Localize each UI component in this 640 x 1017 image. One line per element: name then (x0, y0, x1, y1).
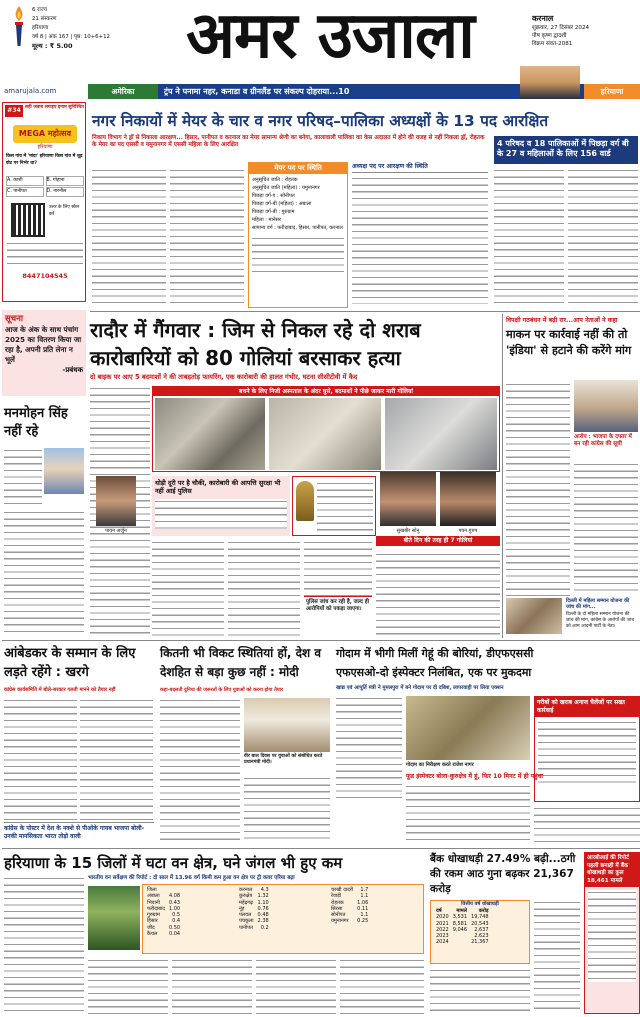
kharge-box: कांग्रेस के पोस्टर में देश के नक्शे से पीओके गायब भाजपा बोली- उनकी मानसिकता भारत तोड़ो वाली (4, 822, 154, 844)
edition-line: 6 राज्य (32, 7, 47, 13)
table-cell: 1.32 (257, 893, 269, 900)
option-c[interactable]: C. पानीपत (6, 187, 44, 197)
modi-caption: वीर बाल दिवस पर युवाओं को संबोधित करते प्रधानमंत्री मोदी। (244, 754, 323, 765)
table-cell: फरीदाबाद (147, 905, 165, 912)
godown-aside (534, 696, 640, 802)
aap-aside-kicker: आरोप : भाजपा के दफ्तर में बन रही कांग्रेस की सूची (574, 434, 632, 447)
notice-title: सूचना (5, 314, 24, 324)
table-cell: वर्ष (436, 908, 442, 914)
table-cell: 1.00 (168, 905, 181, 912)
table-row (145, 931, 182, 937)
contest-ad[interactable] (2, 102, 86, 302)
portrait-name-1: पावन अर्जुन (105, 528, 127, 534)
manmohan-text-1 (4, 448, 42, 508)
aap-bottom-photo (506, 598, 562, 634)
radaur-headline-2: कारोबारियों को 80 गोलियां बरसाकर हत्या (90, 346, 401, 370)
police-box (152, 476, 290, 536)
kharge-sub: कांग्रेस कार्यसमिति में बोले-सरकार गलती मानने को तैयार नहीं (4, 687, 116, 693)
table-cell: सोनीपत (331, 912, 346, 919)
godown-text-2 (406, 784, 530, 844)
forest-table-right (329, 887, 370, 925)
contest-brand: MEGA महोत्सव (13, 125, 77, 143)
table-cell: 1.7 (360, 887, 369, 893)
mayor-table-title: मेयर पद पर स्थिति (249, 163, 347, 174)
kharge-text-2 (80, 698, 153, 820)
table-row (237, 918, 271, 924)
photo-strip-caption: बचने के लिए निजी अस्पताल के अंदर घुसे, बदमाशों ने पीछे जाकर मारी गोलियां (153, 387, 499, 396)
forest-text-3 (172, 958, 252, 1014)
godown-caption: गोदाम का निरीक्षण करते राजेश नागर (406, 762, 474, 768)
bank-text-2 (430, 968, 530, 1014)
mayor-row: पिछड़ा वर्ग-बी : गुरुग्राम (252, 209, 295, 215)
samvat: पौष कृष्ण द्वादशी (532, 33, 567, 39)
website-link[interactable]: amarujala.com (4, 87, 57, 95)
divider-vertical (502, 314, 503, 638)
table-cell: 3,531 (452, 914, 468, 921)
table-cell: 0.25 (357, 918, 369, 925)
table-cell: 0.5 (172, 912, 181, 919)
table-cell: 0.43 (168, 899, 181, 906)
modi-headline: कितनी भी विकट स्थितियां हों, देश व देशहित से बड़ा कुछ नहीं : मोदी (160, 646, 322, 679)
manmohan-headline: मनमोहन सिंह नहीं रहे (4, 406, 68, 439)
table-cell: चरखी दादरी (331, 887, 354, 893)
modi-sub: कहा-बदलती दुनिया की जरूरतों के लिए युवाओं को करना होगा तैयार (160, 687, 284, 693)
radaur-headline-1: रादौर में गैंगवार : जिम से निकल रहे दो शराब (90, 318, 421, 342)
edition-info (32, 6, 127, 68)
divider (90, 311, 640, 312)
table-cell: कुरुक्षेत्र (239, 893, 253, 900)
godown-headline-1: गोदाम में भीगी मिलीं गेहूं की बोरियां, डीएफएससी (336, 647, 534, 660)
kharge-headline: आंबेडकर के सम्मान के लिए लड़ते रहेंगे : खरगे (4, 646, 136, 680)
table-cell: रोहतक (331, 899, 344, 906)
godown-aside-title: गरीबों को खराब अनाज चैलेंजों पर सख्त कार्रवाई (535, 697, 639, 717)
mayor-row: महिला : मानेसर (252, 217, 281, 223)
cctv-photo-1 (155, 398, 265, 470)
table-cell: 0.48 (257, 912, 269, 919)
contest-rules (7, 241, 83, 269)
mugshots (380, 472, 500, 536)
table-cell: 20,543 (471, 920, 489, 927)
table-row (329, 918, 370, 924)
table-row (434, 939, 491, 945)
lead-col-right-2 (568, 168, 638, 308)
table-cell: 2021 (436, 920, 449, 927)
table-cell: 0.04 (168, 931, 181, 938)
aap-kicker: विपक्षी गठबंधन में बढ़ी रार...आप नेताओं ने कहा (506, 317, 618, 324)
bullet-box-2 (376, 536, 500, 548)
bank-chart (430, 900, 530, 964)
table-row (434, 914, 491, 920)
city: करनाल (532, 14, 554, 23)
bullet-box (292, 476, 376, 536)
table-cell: 0.50 (168, 924, 181, 931)
bullet-icon (296, 481, 314, 521)
bank-aside-title: आरबीआई की रिपोर्ट पहली छमाही में बैंक धोखाधड़ी का कुल 18,461 मामले (585, 853, 639, 887)
edition-line: वर्ष 8 | अंक 167 | पृष्ठ: 10+6+12 (32, 34, 110, 40)
bank-headline: बैंक धोखाधड़ी 27.49% बढ़ी...ठगी की रकम आठ गुना बढ़कर 21,367 करोड़ (430, 853, 576, 895)
notice-body: आज के अंक के साथ पंचांग 2025 का वितरण किया जा रहा है, अपनी प्रति लेना न भूलें (5, 325, 82, 364)
table-cell: 0.76 (257, 905, 269, 912)
ticker-bar (88, 84, 640, 99)
mugshot-name-2: पवन गुरुप (458, 528, 478, 534)
table-cell: यमुनानगर (331, 918, 349, 925)
table-cell: 2022 (436, 926, 449, 933)
mugshot-sukhbir (380, 472, 436, 526)
table-cell: 2024 (436, 939, 449, 946)
aap-headline: माकन पर कार्रवाई नहीं की तो 'इंडिया' से हटाने की करेंगे मांग (506, 328, 632, 357)
bank-aside (584, 852, 640, 1014)
godown-inspector: फूड इंस्पेक्टर बोला-कुरुक्षेत्र में हूं, फिर 10 मिनट में ही पहुंचा (406, 773, 544, 780)
dateline (532, 14, 640, 64)
aap-bottom-caption: दिल्ली के दो महिला सम्मान योजना की जांच की मांग, कांग्रेस के आरोपों की जांच को आम आदमी पार्टी के नेता। (566, 612, 635, 629)
table-cell: 8,581 (452, 920, 468, 927)
forest-photo (88, 886, 140, 950)
table-cell: 0.4 (172, 918, 181, 925)
radaur-quote: पुलिस जांच कर रही है, जल्द ही आरोपियों को पकड़ा जाएगा। (304, 596, 372, 636)
mayor-row: अनुसूचित जाति (महिला) : यमुनानगर (252, 185, 320, 191)
state-tag: हरियाणा (584, 84, 640, 99)
notice-box (2, 310, 86, 396)
contest-tagline: सही जवाब लगाइए इनाम सुनिश्चित (25, 105, 84, 110)
forest-table-mid (237, 887, 271, 931)
mayor-row: पिछड़ा वर्ग-ए : सोनीपत (252, 193, 295, 199)
edition-line: हरियाणा (32, 25, 49, 31)
lead-col-2 (170, 168, 244, 308)
table-cell: सिरसा (331, 905, 343, 912)
table-cell: कैथल (147, 931, 158, 938)
table-cell: 2.38 (257, 918, 269, 925)
radaur-photo-strip (152, 386, 500, 472)
chairman-table-title: अध्यक्ष पद पर आरक्षण की स्थिति (352, 162, 488, 173)
qr-code-icon[interactable] (11, 203, 45, 237)
price: मूल्य : ₹ 5.00 (32, 42, 73, 50)
table-cell: 1.10 (257, 899, 269, 906)
mayor-table (248, 162, 348, 308)
notice-sign: -प्रबंधक (62, 366, 83, 374)
portrait-pawan (96, 476, 136, 526)
contest-badge: #34 (5, 105, 23, 117)
contest-phone[interactable]: 8447104545 (22, 272, 68, 280)
option-a[interactable]: A. काशी (6, 176, 44, 186)
forest-text-1 (4, 876, 84, 1014)
table-cell: 21,367 (471, 939, 489, 946)
forest-text-2 (88, 958, 168, 1014)
lead-subhead: निकाय विभाग ने ड्रॉ से निकाला आरक्षण... हिसार, पानीपत व करनाल का मेयर सामान्य श्रेणी का बनेगा, कालावाली पालिका का केस अदालत में होने की वजह से नहीं निकला ड्रॉ, रोहतक के मेयर का पद एससी व यमुनानगर में एससी महिला के लिए आरक्षित (92, 135, 485, 149)
lead-right-box: 4 परिषद व 18 पालिकाओं में पिछड़ा वर्ग बी के 27 व महिलाओं के लिए 156 वार्ड (494, 136, 638, 164)
aap-photo-caption: दिल्ली में महिला सम्मान योजना की जांच की मांग... (566, 598, 630, 610)
table-cell: 2,637 (474, 926, 489, 933)
table-cell: 2,623 (474, 933, 489, 940)
table-cell: जींद (147, 924, 155, 931)
option-b[interactable]: B. गोहाना (46, 176, 84, 186)
godown-sub: खाद्य एवं आपूर्ति मंत्री ने मुमलपुरा में बने गोदाम पर दी दबिश, लापरवाही पर लिया एक्शन (336, 685, 504, 691)
forest-table-left (145, 887, 182, 937)
aap-photo (574, 380, 638, 432)
table-cell (451, 939, 469, 945)
forest-headline: हरियाणा के 15 जिलों में घटा वन क्षेत्र, घने जंगल भी हुए कम (4, 854, 343, 872)
radaur-text-5 (376, 552, 500, 636)
aap-text-1 (506, 382, 570, 596)
godown-text-1 (336, 696, 402, 802)
table-cell: पलवल (239, 912, 252, 919)
torch-icon (10, 4, 28, 48)
table-cell: महेंद्रगढ़ (239, 899, 253, 906)
table-cell: 0.2 (260, 924, 269, 931)
lead-col-1 (92, 168, 166, 308)
forest-table (142, 884, 424, 954)
table-cell: 2020 (436, 914, 449, 921)
chairman-table (352, 162, 488, 308)
table-cell: हिसार (147, 918, 158, 925)
cctv-photo-2 (269, 398, 381, 470)
lead-headline: नगर निकायों में मेयर के चार व नगर परिषद–पालिका अध्यक्षों के 13 पद आरक्षित (92, 112, 549, 130)
table-cell: 4.08 (168, 893, 181, 900)
kharge-text-1 (4, 698, 77, 820)
edition-line: 21 संस्करण (32, 16, 57, 22)
table-cell: पंचकूला (239, 918, 254, 925)
radaur-text-2 (152, 540, 224, 636)
table-cell: 0.11 (357, 905, 369, 912)
table-cell: करनाल (239, 887, 253, 893)
bullet-box-2-headline: बीते दिन की तरह ही 7 गोलियां (376, 536, 500, 546)
table-cell: 2023 (436, 933, 449, 940)
table-cell: जिला (147, 887, 157, 893)
table-cell: अंबाला (147, 893, 160, 900)
table-cell: रेवाड़ी (331, 893, 342, 900)
ticker-section: अमेरिका (88, 84, 158, 99)
table-cell: 1.1 (360, 893, 369, 900)
contest-options (6, 176, 84, 196)
mayor-row: सामान्य वर्ग : फरीदाबाद, हिसार, पानीपत, करनाल (252, 225, 343, 231)
mayor-row: पिछड़ा वर्ग-बी (महिला) : अंबाला (252, 201, 312, 207)
police-box-headline: थोड़ी दूरी पर है चौकी, कारोबारी की आपत्ति सुरक्षा भी नहीं आई पुलिस (155, 479, 281, 496)
table-cell: पानीपत (239, 924, 253, 931)
mayor-row: अनुसूचित जाति : रोहतक (252, 177, 298, 183)
table-cell: 9,046 (452, 926, 468, 933)
divider (2, 640, 640, 641)
table-cell: गुरुग्राम (147, 912, 160, 919)
aap-text-2 (574, 462, 638, 596)
godown-headline-2: एफएसओ-दो इंस्पेक्टर निलंबित, एक पर मुकदमा (336, 666, 532, 679)
mugshot-name-1: सुखबीर सोनू (396, 528, 420, 534)
modi-text-2 (244, 776, 330, 844)
trump-photo (520, 66, 580, 99)
radaur-text-3 (228, 540, 300, 636)
forest-text-4 (256, 958, 336, 1014)
table-cell: 19,748 (471, 914, 489, 921)
manmohan-text-2 (4, 510, 84, 636)
manmohan-photo (44, 448, 84, 494)
table-row (434, 921, 491, 927)
contest-sub: हरियाणा (37, 144, 53, 150)
table-cell: 1.06 (357, 899, 369, 906)
ticker-text[interactable]: ट्रंप ने पनामा नहर, कनाडा व ग्रीनलैंड पर संकल्प दोहराया...10 (164, 87, 350, 96)
table-cell: करोड़ (478, 908, 489, 914)
table-cell: मामले (456, 908, 468, 914)
table-cell: 4.3 (260, 887, 269, 893)
mugshot-pawan (440, 472, 496, 526)
modi-text-1 (160, 698, 240, 844)
forest-text-5 (340, 958, 424, 1014)
bank-text-1 (534, 900, 580, 1014)
newspaper-logo: अमर उजाला (186, 0, 474, 73)
qr-label: उत्तर के लिए स्कैन करें (49, 205, 80, 217)
date: शुक्रवार, 27 दिसंबर 2024 (532, 25, 590, 31)
table-cell: भिवानी (147, 899, 160, 906)
radaur-subhead: दो बाइक पर आए 5 बदमाशों ने की ताबड़तोड़ फायरिंग, एक कारोबारी की हालत गंभीर, घटना सीसीटीवी में कैद (90, 373, 358, 381)
cctv-photo-3 (385, 398, 497, 470)
forest-sub: भारतीय वन सर्वेक्षण की रिपोर्ट : दो साल में 13.96 वर्ग किमी कम हुआ वन क्षेत्र पर ट्री कवर एरिया बढ़ा (88, 875, 295, 881)
option-d[interactable]: D. नारनौल (46, 187, 84, 197)
samvat-year: विक्रम संवत-2081 (532, 41, 573, 47)
table-cell: 1.1 (360, 912, 369, 919)
godown-text-3 (534, 806, 640, 844)
divider (2, 848, 640, 849)
bank-chart-label: वित्तीय वर्ष धोखाधड़ी (461, 901, 499, 907)
table-cell: नूंह (239, 905, 245, 912)
contest-question: किस गांव में 'मांदा' हरियाणा किस गांव में शूद्र वोट पर निर्भर था? (6, 154, 83, 166)
lead-col-right-1 (494, 168, 564, 308)
table-row (237, 925, 271, 931)
modi-photo (244, 698, 330, 752)
godown-photo (406, 696, 530, 760)
